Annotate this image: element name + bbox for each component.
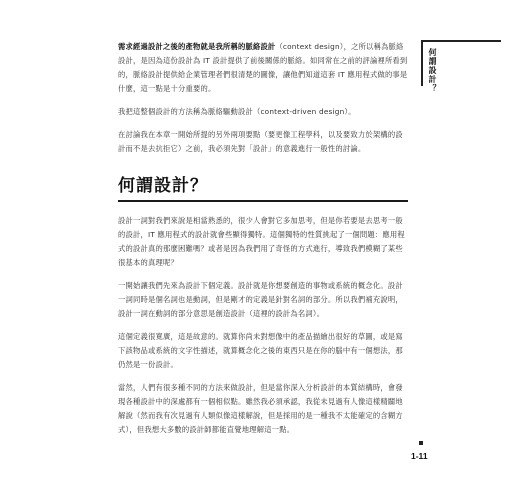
- section-divider: [118, 200, 408, 202]
- paragraph-before-discussion: 在討論我在本章一開始所提的另外兩項要點（要更像工程學科，以及要致力於架構的設計而不是去抗拒它）之前，我必須先對「設計」的意義進行一般性的討論。: [118, 130, 403, 153]
- page-number: 1-11: [411, 451, 428, 461]
- paragraph-design-familiar: 設計一詞對我們來說是相當熟悉的，很少人會對它多加思考，但是你若要是去思考一般的設計，IT 應用程式的設計就會些顯得獨特。這個獨特的性質挑起了一個問題：應用程式的設計真的那麼困難嗎？或者是因為我們用了奇怪的方式進行，導致我們模糊了某些很基本的真理呢？: [118, 216, 405, 267]
- side-tab-label: 何謂設計？: [428, 48, 437, 93]
- section-heading: 何謂設計？: [118, 176, 208, 196]
- paragraph-design-methods: 當然，人們有很多種不同的方法來做設計，但是當你深入分析設計的本質結構時，會發現各種設計中的深處都有一個相似點。雖然我必須承認，我從未見過有人像這樣精闢地解說（然而我有次見過有人類似像這樣解說，但是採用的是一種我不太能確定的含糊方式），但我想大多數的設計師都能直覺地理解這一點。: [118, 383, 403, 434]
- paragraph-design-definition: 一開始讓我們先來為設計下個定義。設計就是你想要創造的事物或系統的概念化。設計一詞同時是個名詞也是動詞，但是剛才的定義是針對名詞的部分。所以我們補充說明，設計一詞在動詞的部分意思是創造設計（這裡的設計為名詞）。: [118, 281, 403, 318]
- paragraph-text: （context design），之所以稱為脈絡設計，是因為這份設計為 IT 設計提供了前後關係的脈絡。如同常在之前的評論裡所看到的，脈絡設計提供給企業管理者們很清楚的圖像，讓他們知道這套 IT 應用程式做的事是什麼，這一點是十分重要的。: [118, 42, 408, 93]
- paragraph-context-driven: 我把這整個設計的方法稱為脈絡驅動設計（context-driven design）。: [118, 107, 356, 116]
- paragraph-context-design: [118, 40, 408, 96]
- bold-lead: 需求經過設計之後的產物就是我所稱的脈絡設計: [118, 42, 276, 51]
- main-text-column: [118, 40, 408, 446]
- paragraph-definition-broad: 這個定義很寬廣，這是故意的。就算你尚未對想像中的產品描繪出很好的草圖，或是寫下該物品或系統的文字性描述，就算概念化之後的東西只是在你的腦中有一個想法，那仍然是一份設計。: [118, 332, 403, 369]
- page-marker-square: [419, 441, 423, 445]
